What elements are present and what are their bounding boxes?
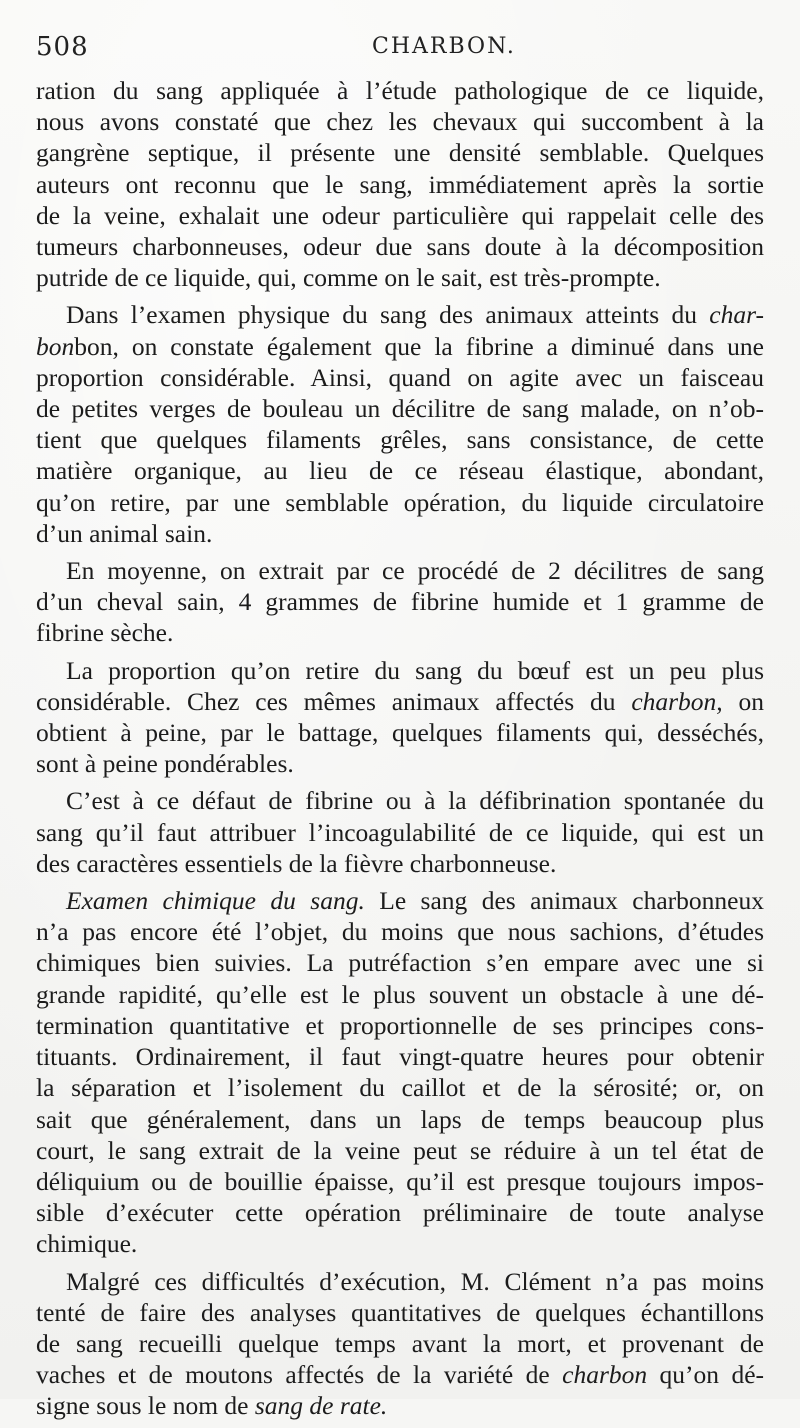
text-line [36, 1390, 764, 1421]
italic-fragment: sang de rate. [254, 1391, 388, 1421]
text-line: la séparation et l’isolement du caillot et de la sérosité; or, on [36, 1073, 764, 1103]
text-line: tumeurs charbonneuses, odeur due sans doute à la décomposition [36, 232, 764, 262]
italic-fragment: charbon, [631, 686, 723, 716]
section-title: Examen chimique du sang. [66, 886, 365, 916]
text-line: tituants. Ordinairement, il faut vingt-quatre heures pour obtenir [36, 1042, 764, 1072]
text-line: grande rapidité, qu’elle est le plus souvent un obstacle à une dé- [36, 979, 764, 1009]
text-line: chimique. [36, 1229, 138, 1259]
text-line: termination quantitative et proportionnelle de ses principes cons- [36, 1010, 764, 1040]
text-line: de la veine, exhalait une odeur particulière qui rappelait celle des [36, 200, 764, 230]
text-line: de sang recueilli quelque temps avant la mort, et provenant de [36, 1328, 764, 1358]
text-line: La proportion qu’on retire du sang du bœuf est un peu plus [66, 655, 764, 685]
text-line: sang qu’il faut attribuer l’incoagulabilité de ce liquide, qui est un [36, 817, 764, 847]
text-line: sible d’exécuter cette opération préliminaire de toute analyse [36, 1198, 764, 1228]
page-number: 508 [36, 32, 89, 62]
text-fragment: signe sous le nom de [36, 1391, 249, 1421]
text-line: C’est à ce défaut de fibrine ou à la défibrination spontanée du [66, 786, 764, 816]
text-line: tient que quelques filaments grêles, sans consistance, de cette [36, 425, 764, 455]
text-line [36, 1359, 764, 1390]
text-line: de petites verges de bouleau un décilitre de sang malade, on n’ob- [36, 394, 764, 424]
text-line [36, 885, 764, 916]
text-line: gangrène septique, il présente une densité semblable. Quelques [36, 138, 764, 168]
paragraph [36, 655, 764, 780]
italic-fragment: charbon [562, 1360, 648, 1390]
text-line: nous avons constaté que chez les chevaux qui succombent à la [36, 107, 764, 137]
text-line: n’a pas encore été l’objet, du moins que nous sachions, d’études [36, 917, 764, 947]
text-line: Malgré ces difficultés d’exécution, M. Clément n’a pas moins [66, 1266, 764, 1296]
text-line: sont à peine pondérables. [36, 749, 294, 779]
paragraph [36, 885, 764, 1259]
text-line: d’un animal sain. [36, 518, 213, 548]
text-line: qu’on retire, par une semblable opération, du liquide circulatoire [36, 487, 764, 517]
page-header [36, 28, 760, 68]
text-line: En moyenne, on extrait par ce procédé de 2 décilitres de sang [66, 556, 764, 586]
text-line: auteurs ont reconnu que le sang, immédiatement après la sortie [36, 169, 764, 199]
text-fragment: vaches et de moutons affectés de la variété de [36, 1360, 550, 1390]
text-line: fibrine sèche. [36, 618, 174, 648]
text-line: sait que généralement, dans un laps de temps beaucoup plus [36, 1104, 764, 1134]
text-line: court, le sang extrait de la veine peut se réduire à un tel état de [36, 1135, 764, 1165]
text-line: putride de ce liquide, qui, comme on le sait, est très-prompte. [36, 263, 661, 293]
text-line [36, 686, 764, 717]
text-line: matière organique, au lieu de ce réseau élastique, abondant, [36, 456, 764, 486]
text-fragment: Le sang des animaux charbonneux [379, 886, 764, 916]
text-line: ration du sang appliquée à l’étude pathologique de ce liquide, [36, 76, 764, 105]
text-line [36, 299, 764, 330]
text-line: des caractères essentiels de la fièvre charbonneuse. [36, 848, 557, 878]
text-fragment: bon, on constate également que la fibrine a diminué dans une [74, 331, 764, 361]
text-line: proportion considérable. Ainsi, quand on agite avec un faisceau [36, 362, 764, 392]
body-text [36, 75, 764, 1428]
text-line: d’un cheval sain, 4 grammes de fibrine humide et 1 gramme de [36, 587, 764, 617]
text-line [36, 331, 764, 362]
text-fragment: qu’on dé- [659, 1360, 765, 1390]
paragraph [36, 75, 764, 293]
paragraph [36, 1266, 764, 1422]
text-line: tenté de faire des analyses quantitatives de quelques échantillons [36, 1297, 764, 1327]
paragraph [36, 299, 764, 549]
paragraph [36, 555, 764, 649]
text-fragment: considérable. Chez ces mêmes animaux affectés du [36, 686, 616, 716]
text-fragment: Dans l’examen physique du sang des animaux atteints du [66, 300, 697, 330]
text-line: chimiques bien suivies. La putréfaction s’en empare avec une si [36, 948, 764, 978]
italic-fragment: char- [709, 300, 765, 330]
italic-fragment: bon [36, 331, 75, 361]
text-fragment: on [738, 686, 765, 716]
text-line: déliquium ou de bouillie épaisse, qu’il est presque toujours impos- [36, 1166, 764, 1196]
paragraph [36, 785, 764, 879]
text-line: obtient à peine, par le battage, quelques filaments qui, desséchés, [36, 718, 764, 748]
running-head: CHARBON. [372, 34, 516, 59]
